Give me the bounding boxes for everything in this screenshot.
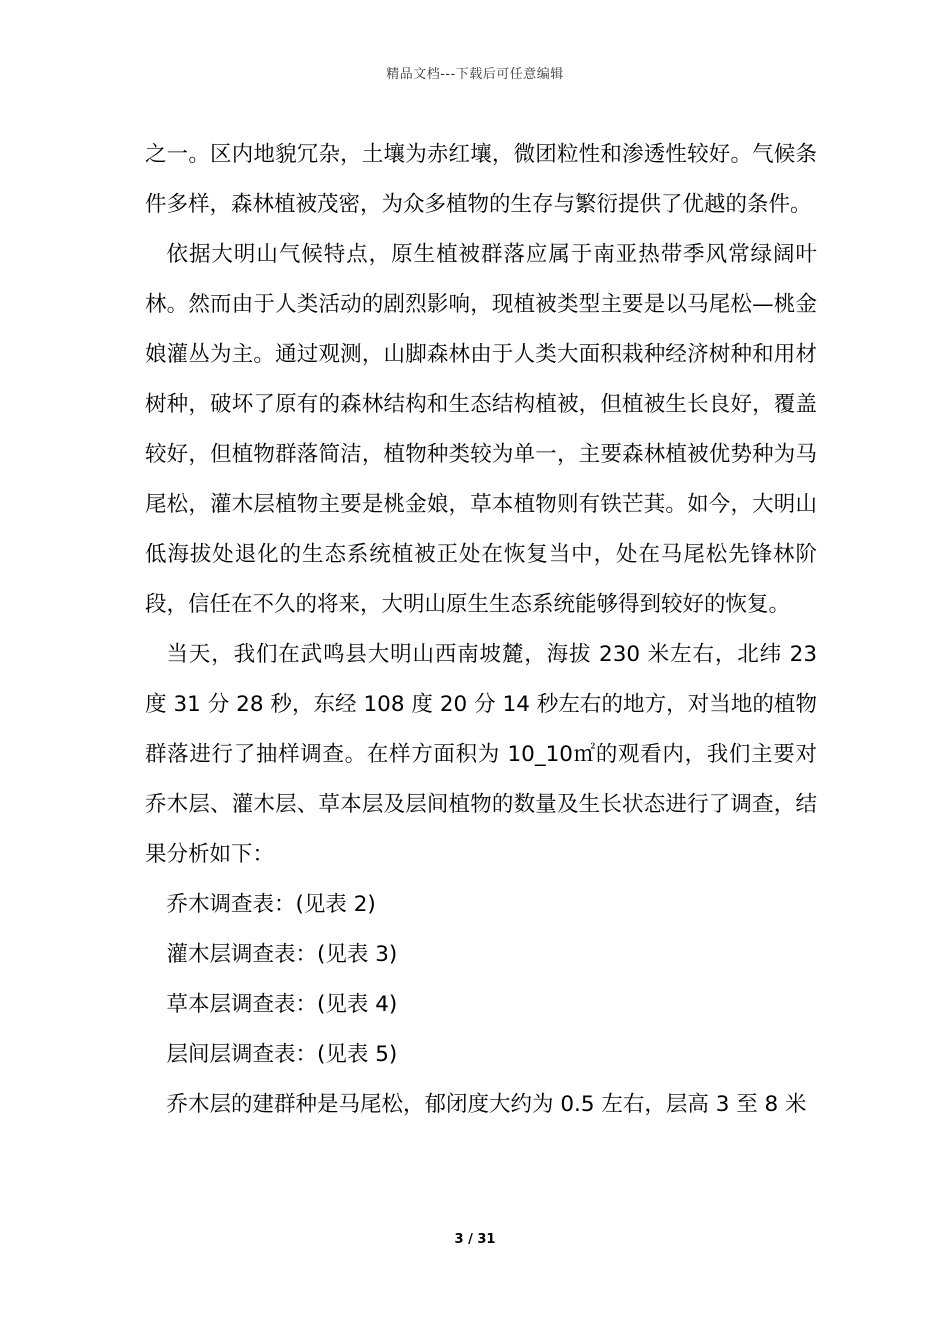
document-body	[145, 130, 817, 1130]
paragraph-3: 当天，我们在武鸣县大明山西南坡麓，海拔 230 米左右，北纬 23 度 31 分 28 秒，东经 108 度 20 分 14 秒左右的地方，对当地的植物群落进行了抽样调查。在样方面积为 10_10㎡的观看内，我们主要对乔木层、灌木层、草本层及层间植物的数量及生长状态进行了调查，结果分析如下：	[145, 642, 817, 867]
table-ref-interlayer: 层间层调查表：(见表 5)	[166, 1042, 398, 1067]
page-header: 精品文档---下载后可任意编辑	[386, 67, 564, 82]
paragraph-2: 依据大明山气候特点，原生植被群落应属于南亚热带季风常绿阔叶林。然而由于人类活动的剧烈影响，现植被类型主要是以马尾松—桃金娘灌丛为主。通过观测，山脚森林由于人类大面积栽种经济树种和用材树种，破坏了原有的森林结构和生态结构植被，但植被生长良好，覆盖较好，但植物群落简洁，植物种类较为单一，主要森林植被优势种为马尾松，灌木层植物主要是桃金娘，草本植物则有铁芒萁。如今，大明山低海拔处退化的生态系统植被正处在恢复当中，处在马尾松先锋林阶段，信任在不久的将来，大明山原生生态系统能够得到较好的恢复。	[145, 242, 817, 617]
page-number: 3 / 31	[454, 1232, 496, 1247]
table-ref-herbs: 草本层调查表：(见表 4)	[166, 992, 398, 1017]
paragraph-1: 之一。区内地貌冗杂，土壤为赤红壤，微团粒性和渗透性较好。气候条件多样，森林植被茂密，为众多植物的生存与繁衍提供了优越的条件。	[145, 142, 817, 217]
table-ref-shrubs: 灌木层调查表：(见表 3)	[166, 942, 398, 967]
table-ref-trees: 乔木调查表：(见表 2)	[166, 892, 376, 917]
paragraph-4: 乔木层的建群种是马尾松，郁闭度大约为 0.5 左右，层高 3 至 8 米	[166, 1092, 807, 1117]
